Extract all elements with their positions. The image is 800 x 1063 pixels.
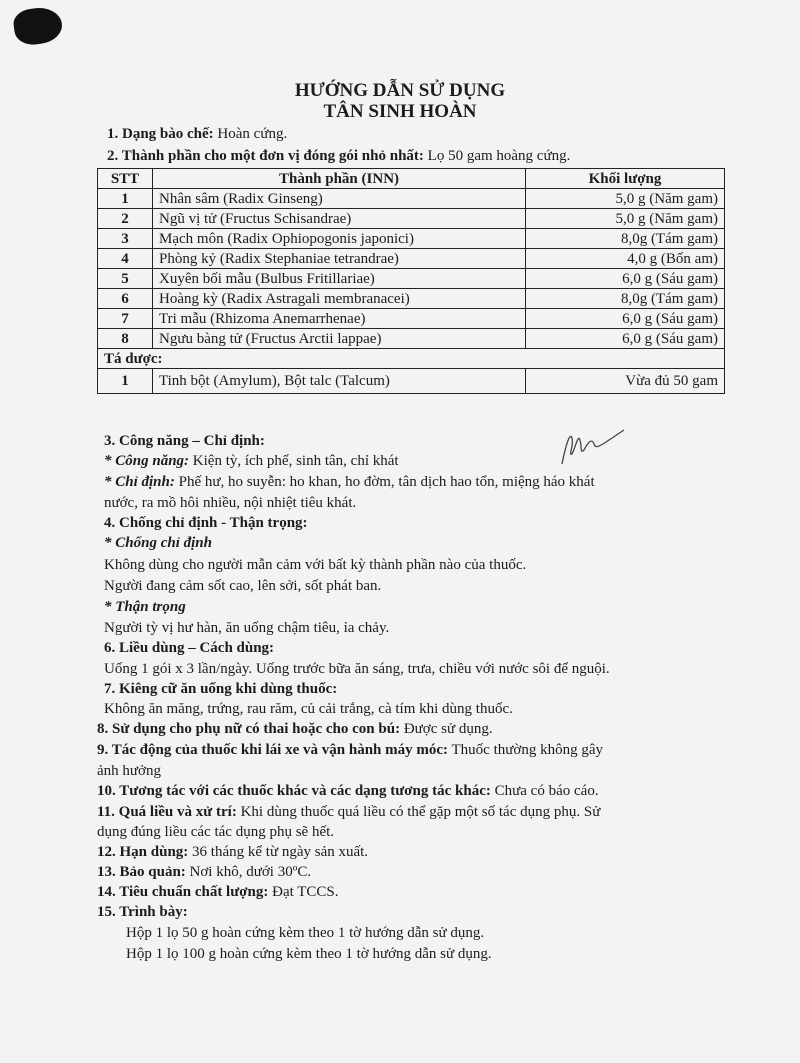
chi-dinh-cont: nước, ra mồ hôi nhiều, nội nhiệt tiêu khát. [104, 495, 357, 511]
chi-dinh-label: * Chỉ định: [104, 474, 175, 490]
header-name: Thành phần (INN) [153, 169, 526, 189]
row-stt: 3 [98, 229, 153, 249]
section-10 [97, 782, 599, 801]
scan-corner-mark [12, 5, 65, 47]
tt-text: Người tỳ vị hư hàn, ăn uống chậm tiêu, ỉa chảy. [104, 620, 390, 636]
table-row [98, 229, 725, 249]
table-row [98, 269, 725, 289]
table-row [98, 329, 725, 349]
excipient-label: Tá dược: [98, 349, 725, 369]
table-row [98, 209, 725, 229]
section-2-text: Lọ 50 gam hoàng cứng. [427, 148, 571, 164]
chi-dinh [104, 473, 595, 492]
ccd-label: * Chống chỉ định [104, 535, 212, 551]
row-name: Ngưu bàng tử (Fructus Arctii lappae) [153, 329, 526, 349]
table-row [98, 189, 725, 209]
tt-label: * Thận trọng [104, 599, 186, 615]
row-name: Phòng kỷ (Radix Stephaniae tetrandrae) [153, 249, 526, 269]
table-row [98, 289, 725, 309]
header-mass: Khối lượng [526, 169, 725, 189]
section-10-label: 10. Tương tác với các thuốc khác và các dạng tương tác khác: [97, 783, 491, 799]
signature-icon [558, 424, 628, 470]
row-name: Tinh bột (Amylum), Bột talc (Talcum) [153, 369, 526, 394]
row-mass: Vừa đủ 50 gam [526, 369, 725, 394]
row-name: Xuyên bối mẫu (Bulbus Fritillariae) [153, 269, 526, 289]
section-9-cont: ảnh hưởng [97, 763, 161, 779]
section-12 [97, 843, 368, 862]
row-mass: 6,0 g (Sáu gam) [526, 269, 725, 289]
ccd-text-2: Người đang cảm sốt cao, lên sởi, sốt phát ban. [104, 578, 382, 594]
section-6-heading: 6. Liều dùng – Cách dùng: [104, 640, 275, 656]
row-stt: 4 [98, 249, 153, 269]
section-2 [107, 147, 570, 166]
section-1 [107, 125, 287, 144]
packaging-item-2: Hộp 1 lọ 100 g hoàn cứng kèm theo 1 tờ hướng dẫn sử dụng. [126, 946, 492, 962]
ingredients-table [97, 168, 725, 394]
row-mass: 8,0g (Tám gam) [526, 229, 725, 249]
row-mass: 6,0 g (Sáu gam) [526, 309, 725, 329]
section-13-label: 13. Bảo quản: [97, 864, 186, 880]
section-7-text: Không ăn măng, trứng, rau răm, củ cải trắng, cà tím khi dùng thuốc. [104, 701, 513, 717]
section-2-label: 2. Thành phần cho một đơn vị đóng gói nhỏ nhất: [107, 148, 424, 164]
header-stt: STT [98, 169, 153, 189]
section-9 [97, 741, 603, 760]
section-9-label: 9. Tác động của thuốc khi lái xe và vận hành máy móc: [97, 742, 449, 758]
section-8 [97, 720, 493, 739]
row-name: Ngũ vị tử (Fructus Schisandrae) [153, 209, 526, 229]
section-11 [97, 803, 600, 822]
product-name: TÂN SINH HOÀN [323, 101, 477, 122]
packaging-item-1: Hộp 1 lọ 50 g hoàn cứng kèm theo 1 tờ hướng dẫn sử dụng. [126, 925, 485, 941]
section-11-label: 11. Quá liều và xử trí: [97, 804, 237, 820]
cong-nang [104, 452, 399, 471]
section-10-text: Chưa có báo cáo. [494, 783, 599, 799]
section-4-heading: 4. Chống chỉ định - Thận trọng: [104, 515, 308, 531]
row-stt: 5 [98, 269, 153, 289]
row-stt: 8 [98, 329, 153, 349]
row-name: Mạch môn (Radix Ophiopogonis japonici) [153, 229, 526, 249]
cong-nang-label: * Công năng: [104, 453, 190, 469]
section-14-label: 14. Tiêu chuẩn chất lượng: [97, 884, 269, 900]
section-6-text: Uống 1 gói x 3 lần/ngày. Uống trước bữa ăn sáng, trưa, chiều với nước sôi để nguội. [104, 661, 610, 677]
row-mass: 8,0g (Tám gam) [526, 289, 725, 309]
excipient-label-row [98, 349, 725, 369]
row-stt: 6 [98, 289, 153, 309]
section-8-text: Được sử dụng. [403, 721, 493, 737]
row-stt: 7 [98, 309, 153, 329]
section-3-heading: 3. Công năng – Chỉ định: [104, 433, 265, 449]
row-mass: 5,0 g (Năm gam) [526, 209, 725, 229]
section-12-text: 36 tháng kể từ ngày sản xuất. [192, 844, 369, 860]
section-13-text: Nơi khô, dưới 30ºC. [189, 864, 312, 880]
row-mass: 6,0 g (Sáu gam) [526, 329, 725, 349]
row-mass: 5,0 g (Năm gam) [526, 189, 725, 209]
section-14-text: Đạt TCCS. [272, 884, 339, 900]
section-8-label: 8. Sử dụng cho phụ nữ có thai hoặc cho con bú: [97, 721, 401, 737]
row-mass: 4,0 g (Bốn am) [526, 249, 725, 269]
table-header-row [98, 169, 725, 189]
row-stt: 2 [98, 209, 153, 229]
section-1-text: Hoàn cứng. [217, 126, 288, 142]
table-row [98, 369, 725, 394]
section-11-text: Khi dùng thuốc quá liều có thể gặp một số tác dụng phụ. Sử [240, 804, 601, 820]
chi-dinh-text: Phế hư, ho suyễn: ho khan, ho đờm, tân dịch hao tổn, miệng háo khát [178, 474, 595, 490]
section-9-text: Thuốc thường không gây [451, 742, 603, 758]
row-name: Hoàng kỳ (Radix Astragali membranacei) [153, 289, 526, 309]
row-stt: 1 [98, 189, 153, 209]
ccd-text-1: Không dùng cho người mẫn cảm với bất kỳ thành phần nào của thuốc. [104, 557, 527, 573]
doc-title: HƯỚNG DẪN SỬ DỤNG [294, 80, 506, 101]
section-11-cont: dụng đúng liều các tác dụng phụ sẽ hết. [97, 824, 335, 840]
section-7-heading: 7. Kiêng cữ ăn uống khi dùng thuốc: [104, 681, 338, 697]
cong-nang-text: Kiện tỳ, ích phế, sinh tân, chỉ khát [192, 453, 399, 469]
row-name: Tri mẫu (Rhizoma Anemarrhenae) [153, 309, 526, 329]
section-12-label: 12. Hạn dùng: [97, 844, 189, 860]
section-1-label: 1. Dạng bào chế: [107, 126, 214, 142]
section-14 [97, 883, 339, 902]
table-row [98, 249, 725, 269]
table-row [98, 309, 725, 329]
row-name: Nhân sâm (Radix Ginseng) [153, 189, 526, 209]
section-13 [97, 863, 311, 882]
section-15-heading: 15. Trình bày: [97, 904, 188, 920]
row-stt: 1 [98, 369, 153, 394]
